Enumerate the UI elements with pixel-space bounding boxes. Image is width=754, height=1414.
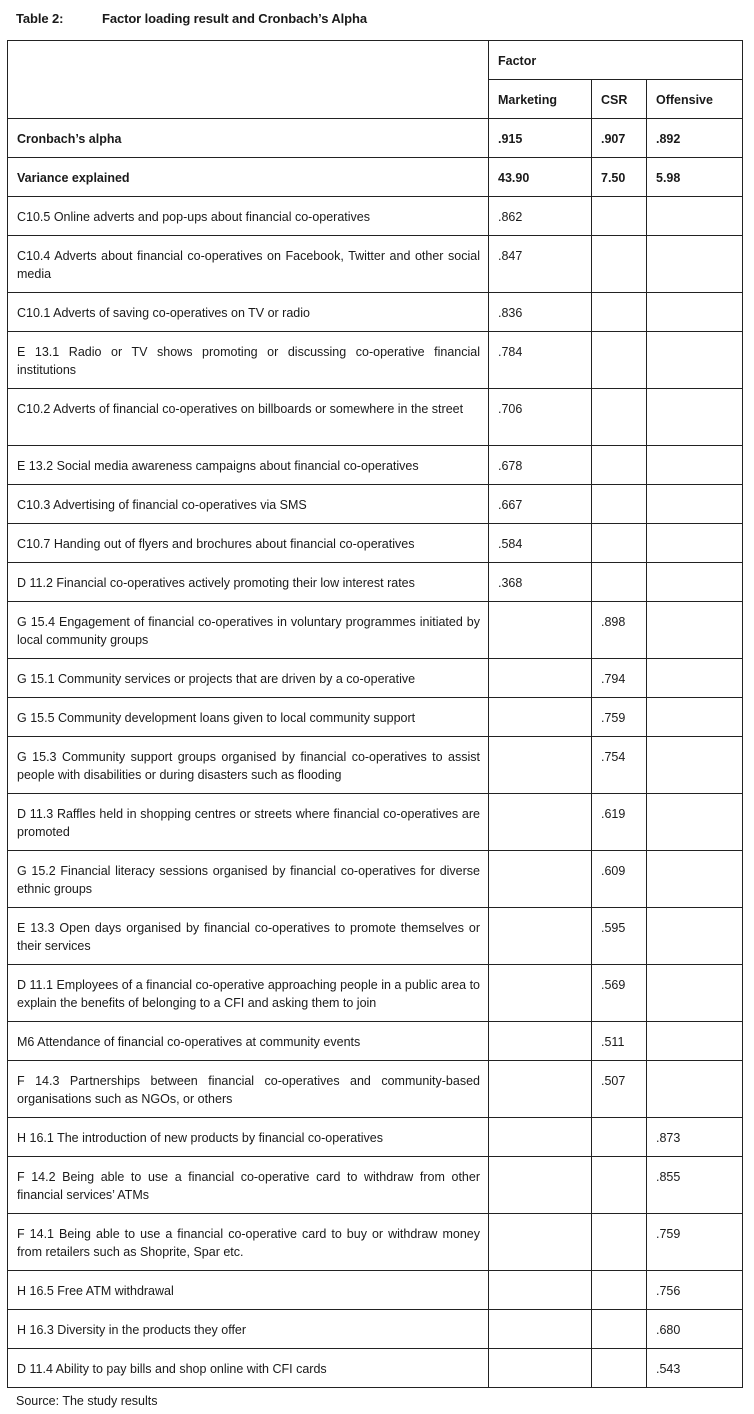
loading-marketing xyxy=(489,1214,592,1271)
table-row xyxy=(8,197,743,236)
loading-offensive xyxy=(647,1061,743,1118)
loading-marketing xyxy=(489,737,592,794)
loading-marketing xyxy=(489,1157,592,1214)
item-description: D 11.2 Financial co-operatives actively promoting their low interest rates xyxy=(8,563,489,602)
loading-offensive: .543 xyxy=(647,1349,743,1388)
table-row xyxy=(8,1271,743,1310)
loading-csr xyxy=(592,1157,647,1214)
table-number: Table 2: xyxy=(16,11,64,26)
loading-offensive: .680 xyxy=(647,1310,743,1349)
item-description: C10.2 Adverts of financial co-operatives on billboards or somewhere in the street xyxy=(8,389,489,446)
table-caption xyxy=(16,11,367,26)
loading-marketing xyxy=(489,851,592,908)
loading-offensive xyxy=(647,524,743,563)
summary-value-offensive: 5.98 xyxy=(647,158,743,197)
loading-offensive xyxy=(647,908,743,965)
summary-value-marketing: .915 xyxy=(489,119,592,158)
table-source-note: Source: The study results xyxy=(16,1394,158,1408)
loading-marketing: .678 xyxy=(489,446,592,485)
loading-marketing xyxy=(489,659,592,698)
loading-offensive xyxy=(647,446,743,485)
item-description: F 14.3 Partnerships between financial co-operatives and community-based organisations such as NGOs, or others xyxy=(8,1061,489,1118)
loading-csr: .898 xyxy=(592,602,647,659)
loading-csr: .511 xyxy=(592,1022,647,1061)
table-title: Factor loading result and Cronbach’s Alpha xyxy=(102,11,367,26)
item-description: E 13.2 Social media awareness campaigns about financial co-operatives xyxy=(8,446,489,485)
loading-csr xyxy=(592,1214,647,1271)
item-description: H 16.3 Diversity in the products they offer xyxy=(8,1310,489,1349)
table-row xyxy=(8,737,743,794)
table-row xyxy=(8,965,743,1022)
summary-label: Cronbach’s alpha xyxy=(8,119,489,158)
table-row xyxy=(8,446,743,485)
loading-csr: .754 xyxy=(592,737,647,794)
table-row xyxy=(8,332,743,389)
item-description: C10.3 Advertising of financial co-operatives via SMS xyxy=(8,485,489,524)
loading-csr xyxy=(592,332,647,389)
loading-marketing: .847 xyxy=(489,236,592,293)
loading-csr: .609 xyxy=(592,851,647,908)
loading-marketing xyxy=(489,1061,592,1118)
loading-marketing xyxy=(489,1349,592,1388)
item-description: D 11.4 Ability to pay bills and shop online with CFI cards xyxy=(8,1349,489,1388)
loading-csr xyxy=(592,1349,647,1388)
summary-value-csr: .907 xyxy=(592,119,647,158)
loading-csr: .759 xyxy=(592,698,647,737)
table-row xyxy=(8,1118,743,1157)
factor-group-header: Factor xyxy=(489,41,743,80)
loading-csr xyxy=(592,524,647,563)
loading-offensive xyxy=(647,332,743,389)
item-description: E 13.3 Open days organised by financial co-operatives to promote themselves or their services xyxy=(8,908,489,965)
loading-csr xyxy=(592,389,647,446)
loading-offensive xyxy=(647,389,743,446)
loading-csr xyxy=(592,1310,647,1349)
table-row xyxy=(8,851,743,908)
table-row xyxy=(8,563,743,602)
loading-csr xyxy=(592,236,647,293)
loading-offensive: .756 xyxy=(647,1271,743,1310)
factor-loading-table xyxy=(7,40,743,1388)
table-row xyxy=(8,236,743,293)
loading-offensive xyxy=(647,794,743,851)
loading-offensive xyxy=(647,1022,743,1061)
loading-marketing: .706 xyxy=(489,389,592,446)
loading-offensive xyxy=(647,965,743,1022)
loading-offensive xyxy=(647,197,743,236)
loading-csr: .595 xyxy=(592,908,647,965)
loading-offensive: .759 xyxy=(647,1214,743,1271)
item-description: G 15.5 Community development loans given to local community support xyxy=(8,698,489,737)
table-row xyxy=(8,524,743,563)
table-row xyxy=(8,1214,743,1271)
table-row xyxy=(8,1061,743,1118)
loading-offensive xyxy=(647,563,743,602)
loading-marketing xyxy=(489,908,592,965)
item-description: D 11.1 Employees of a financial co-operative approaching people in a public area to explain the benefits of belonging to a CFI and asking them to join xyxy=(8,965,489,1022)
table-row xyxy=(8,1310,743,1349)
item-description: F 14.2 Being able to use a financial co-operative card to withdraw from other financial services’ ATMs xyxy=(8,1157,489,1214)
item-description: C10.1 Adverts of saving co-operatives on TV or radio xyxy=(8,293,489,332)
loading-marketing xyxy=(489,965,592,1022)
loading-marketing: .667 xyxy=(489,485,592,524)
summary-label: Variance explained xyxy=(8,158,489,197)
item-description: H 16.1 The introduction of new products by financial co-operatives xyxy=(8,1118,489,1157)
table-row xyxy=(8,293,743,332)
loading-csr xyxy=(592,197,647,236)
loading-csr xyxy=(592,563,647,602)
table-row xyxy=(8,389,743,446)
table-row xyxy=(8,794,743,851)
loading-marketing: .862 xyxy=(489,197,592,236)
header-empty-cell xyxy=(8,41,489,119)
item-description: G 15.3 Community support groups organised by financial co-operatives to assist people with disabilities or during disasters such as flooding xyxy=(8,737,489,794)
summary-row-variance xyxy=(8,158,743,197)
column-header-marketing: Marketing xyxy=(489,80,592,119)
table-row xyxy=(8,485,743,524)
loading-marketing xyxy=(489,1118,592,1157)
loading-offensive xyxy=(647,602,743,659)
loading-offensive xyxy=(647,698,743,737)
summary-value-offensive: .892 xyxy=(647,119,743,158)
loading-csr: .794 xyxy=(592,659,647,698)
loading-offensive xyxy=(647,737,743,794)
item-description: G 15.1 Community services or projects that are driven by a co-operative xyxy=(8,659,489,698)
item-description: C10.4 Adverts about financial co-operatives on Facebook, Twitter and other social media xyxy=(8,236,489,293)
loading-marketing xyxy=(489,1271,592,1310)
loading-csr xyxy=(592,1271,647,1310)
loading-csr xyxy=(592,293,647,332)
summary-row-cronbach xyxy=(8,119,743,158)
loading-offensive: .873 xyxy=(647,1118,743,1157)
item-description: M6 Attendance of financial co-operatives at community events xyxy=(8,1022,489,1061)
loading-csr: .619 xyxy=(592,794,647,851)
loading-csr xyxy=(592,1118,647,1157)
loading-marketing xyxy=(489,698,592,737)
loading-marketing: .784 xyxy=(489,332,592,389)
column-header-offensive: Offensive xyxy=(647,80,743,119)
loading-csr: .569 xyxy=(592,965,647,1022)
loading-csr xyxy=(592,485,647,524)
loading-marketing xyxy=(489,1310,592,1349)
summary-value-csr: 7.50 xyxy=(592,158,647,197)
loading-marketing: .368 xyxy=(489,563,592,602)
summary-value-marketing: 43.90 xyxy=(489,158,592,197)
table-row xyxy=(8,1022,743,1061)
loading-marketing xyxy=(489,1022,592,1061)
item-description: C10.5 Online adverts and pop-ups about financial co-operatives xyxy=(8,197,489,236)
loading-offensive xyxy=(647,293,743,332)
table-row xyxy=(8,698,743,737)
loading-csr xyxy=(592,446,647,485)
loading-offensive xyxy=(647,659,743,698)
item-description: G 15.2 Financial literacy sessions organised by financial co-operatives for diverse ethnic groups xyxy=(8,851,489,908)
loading-marketing xyxy=(489,602,592,659)
item-description: D 11.3 Raffles held in shopping centres or streets where financial co-operatives are promoted xyxy=(8,794,489,851)
table-row xyxy=(8,602,743,659)
item-description: H 16.5 Free ATM withdrawal xyxy=(8,1271,489,1310)
loading-csr: .507 xyxy=(592,1061,647,1118)
loading-marketing: .584 xyxy=(489,524,592,563)
header-row-group xyxy=(8,41,743,80)
loading-offensive xyxy=(647,485,743,524)
loading-offensive xyxy=(647,236,743,293)
table-row xyxy=(8,908,743,965)
item-description: F 14.1 Being able to use a financial co-operative card to buy or withdraw money from retailers such as Shoprite, Spar etc. xyxy=(8,1214,489,1271)
column-header-csr: CSR xyxy=(592,80,647,119)
loading-marketing: .836 xyxy=(489,293,592,332)
item-description: C10.7 Handing out of flyers and brochures about financial co-operatives xyxy=(8,524,489,563)
table-row xyxy=(8,1349,743,1388)
table-row xyxy=(8,1157,743,1214)
table-row xyxy=(8,659,743,698)
item-description: G 15.4 Engagement of financial co-operatives in voluntary programmes initiated by local community groups xyxy=(8,602,489,659)
loading-marketing xyxy=(489,794,592,851)
item-description: E 13.1 Radio or TV shows promoting or discussing co-operative financial institutions xyxy=(8,332,489,389)
loading-offensive: .855 xyxy=(647,1157,743,1214)
loading-offensive xyxy=(647,851,743,908)
